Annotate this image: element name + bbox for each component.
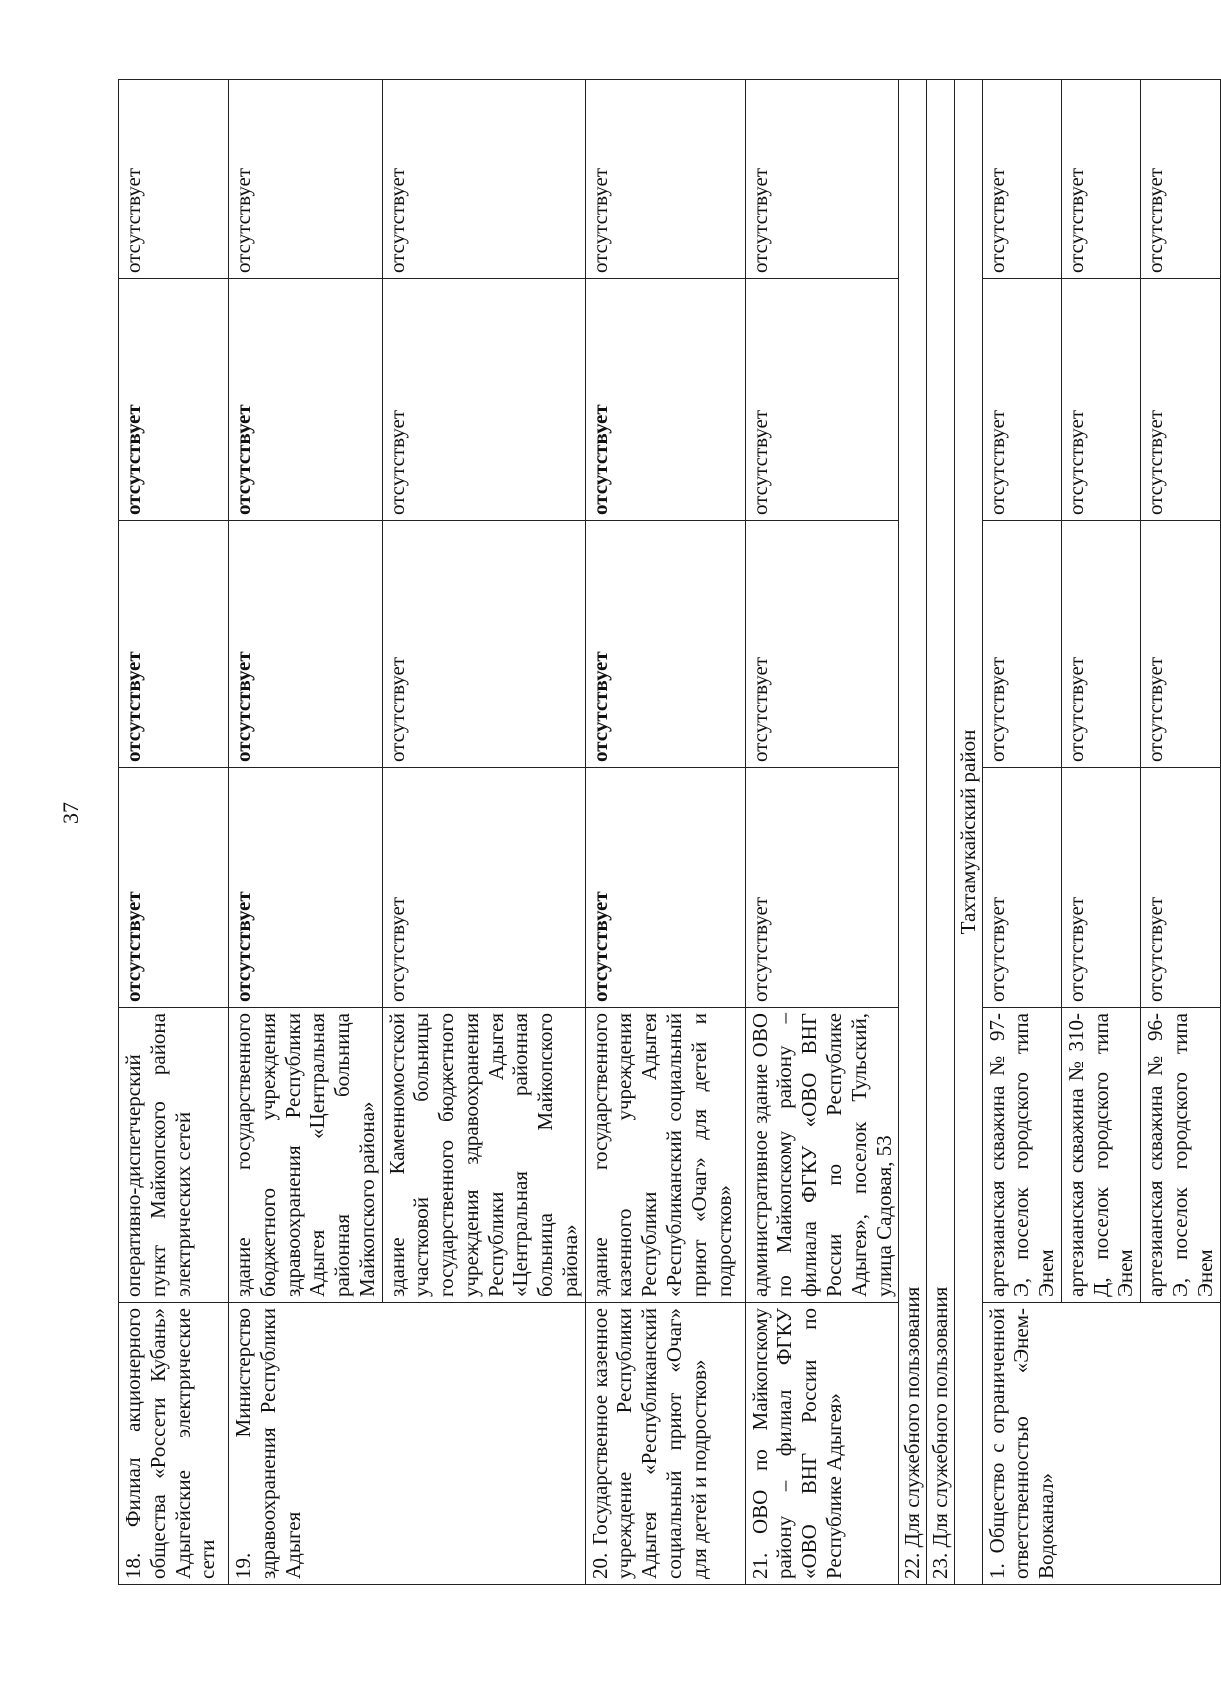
object-cell: артезианская скважина № 97-Э, поселок городского типа Энем	[982, 1008, 1061, 1303]
district-heading-row	[954, 80, 982, 1585]
organization-cell: 1. Общество с ограниченной ответственностью «Энем-Водоканал»	[982, 1303, 1220, 1585]
service-row-label: 23. Для служебного пользования	[927, 80, 955, 1585]
service-row	[927, 80, 955, 1585]
service-row	[899, 80, 927, 1585]
value-cell: отсутствует	[1061, 768, 1140, 1008]
value-cell: отсутствует	[585, 279, 745, 521]
service-row-label: 22. Для служебного пользования	[899, 80, 927, 1585]
rotated-table-container	[118, 80, 1217, 1585]
value-cell: отсутствует	[585, 80, 745, 279]
value-cell: отсутствует	[1061, 80, 1140, 279]
page-number: 37	[58, 802, 83, 824]
object-cell: здание государственного казенного учреждения Республики Адыгея «Республиканский социальный приют «Очаг» для детей и подростков»	[585, 1008, 745, 1303]
value-cell: отсутствует	[229, 80, 383, 279]
value-cell: отсутствует	[382, 521, 585, 768]
object-cell: здание государственного бюджетного учреждения здравоохранения Республики Адыгея «Центральная районная больница Майкопского района»	[229, 1008, 383, 1303]
organization-cell: 19. Министерство здравоохранения Республики Адыгея	[229, 1303, 586, 1585]
value-cell: отсутствует	[382, 80, 585, 279]
object-cell: оперативно-диспетчерский пункт Майкопского района электрических сетей	[119, 1008, 229, 1303]
object-cell: административное здание ОВО по Майкопскому району – филиала ФГКУ «ОВО ВНГ России по Республике Адыгея», поселок Тульский, улица Садовая, 53	[745, 1008, 899, 1303]
value-cell: отсутствует	[1141, 279, 1220, 521]
table-row	[745, 80, 899, 1585]
value-cell: отсутствует	[982, 768, 1061, 1008]
value-cell: отсутствует	[1061, 521, 1140, 768]
organization-cell: 21. ОВО по Майкопскому району – филиал ФГКУ «ОВО ВНГ России по Республике Адыгея»	[745, 1303, 899, 1585]
value-cell: отсутствует	[982, 80, 1061, 279]
table-row	[585, 80, 745, 1585]
object-cell: артезианская скважина № 310-Д, поселок городского типа Энем	[1061, 1008, 1140, 1303]
value-cell: отсутствует	[982, 279, 1061, 521]
district-heading: Тахтамукайский район	[954, 80, 982, 1585]
value-cell: отсутствует	[1061, 279, 1140, 521]
value-cell: отсутствует	[119, 80, 229, 279]
object-cell: артезианская скважина № 96-Э, поселок городского типа Энем	[1141, 1008, 1220, 1303]
value-cell: отсутствует	[585, 521, 745, 768]
table-row	[982, 80, 1061, 1585]
value-cell: отсутствует	[229, 768, 383, 1008]
value-cell: отсутствует	[1141, 768, 1220, 1008]
value-cell: отсутствует	[1141, 521, 1220, 768]
value-cell: отсутствует	[382, 279, 585, 521]
table-row	[119, 80, 229, 1585]
value-cell: отсутствует	[745, 80, 899, 279]
value-cell: отсутствует	[745, 521, 899, 768]
value-cell: отсутствует	[1141, 80, 1220, 279]
value-cell: отсутствует	[229, 279, 383, 521]
value-cell: отсутствует	[119, 768, 229, 1008]
value-cell: отсутствует	[119, 279, 229, 521]
value-cell: отсутствует	[745, 279, 899, 521]
value-cell: отсутствует	[119, 521, 229, 768]
value-cell: отсутствует	[982, 521, 1061, 768]
data-table	[118, 79, 1221, 1585]
value-cell: отсутствует	[745, 768, 899, 1008]
object-cell: здание Каменномостской участковой больницы государственного бюджетного учреждения здравоохранения Республики Адыгея «Центральная районная больница Майкопского района»	[382, 1008, 585, 1303]
organization-cell: 18. Филиал акционерного общества «Россети Кубань» Адыгейские электрические сети	[119, 1303, 229, 1585]
organization-cell: 20. Государственное казенное учреждение Республики Адыгея «Республиканский социальный приют «Очаг» для детей и подростков»	[585, 1303, 745, 1585]
value-cell: отсутствует	[229, 521, 383, 768]
value-cell: отсутствует	[382, 768, 585, 1008]
value-cell: отсутствует	[585, 768, 745, 1008]
table-row	[229, 80, 383, 1585]
